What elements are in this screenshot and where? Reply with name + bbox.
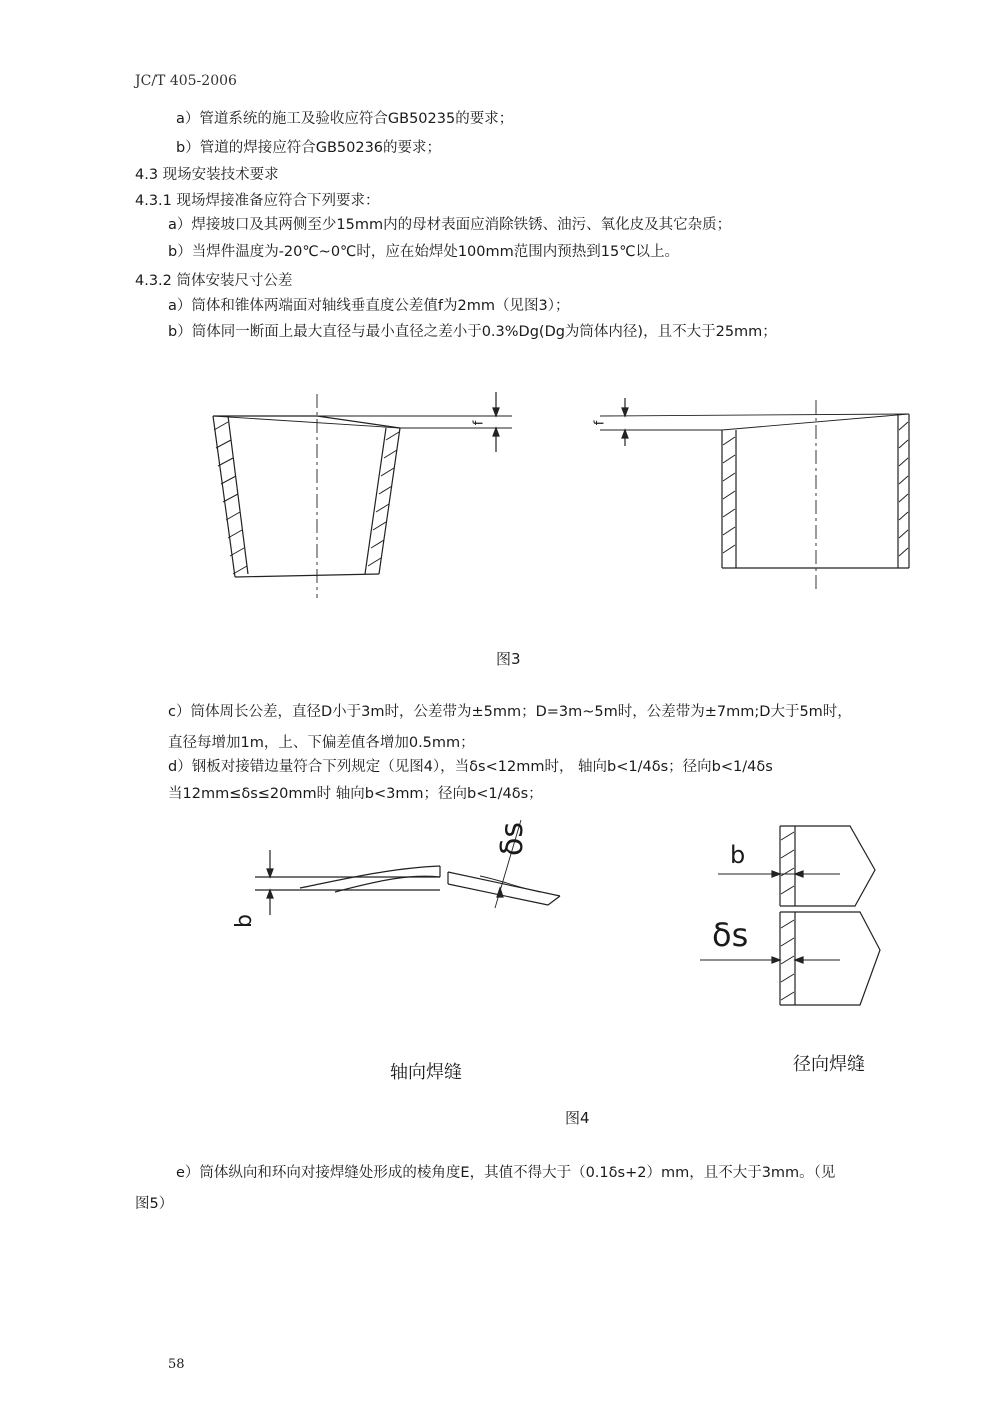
figure3-label-f-left: f (471, 420, 487, 426)
page-number: 58 (168, 1357, 185, 1372)
item-d-line2: 当12mm≤δs≤20mm时 轴向b<3mm；径向b<1/4δs； (168, 786, 543, 802)
figure4-axial-label-delta: δs (494, 822, 530, 856)
document-code: JC/T 405-2006 (135, 73, 237, 89)
figure4-radial-label-b: b (730, 841, 746, 869)
figure4-caption: 图4 (565, 1109, 590, 1127)
item-b-pipe: b）管道的焊接应符合GB50236的要求； (176, 140, 442, 156)
item-b-tolerance: b）筒体同一断面上最大直径与最小直径之差小于0.3%Dg(Dg为筒体内径)，且不大于25mm； (168, 324, 777, 340)
section-4-3-2-heading: 4.3.2 筒体安装尺寸公差 (135, 273, 293, 289)
figure3-caption: 图3 (496, 650, 521, 668)
section-4-3-heading: 4.3 现场安装技术要求 (135, 167, 279, 183)
figure3-cylinder (600, 398, 909, 590)
figure3-label-f-right: f (592, 420, 608, 426)
figure4-axial-weld-caption: 轴向焊缝 (390, 1062, 462, 1083)
figure4-axial-label-b: b (231, 914, 257, 928)
item-d-line1: d）钢板对接错边量符合下列规定（见图4），当δs<12mm时， 轴向b<1/4δs；径向b<1/4δs (168, 759, 773, 775)
item-a-tolerance: a）筒体和锥体两端面对轴线垂直度公差值f为2mm（见图3）； (168, 298, 570, 314)
item-b-prep: b）当焊件温度为-20℃~0℃时，应在始焊处100mm范围内预热到15℃以上。 (168, 244, 679, 260)
item-e-line1: e）筒体纵向和环向对接焊缝处形成的棱角度E，其值不得大于（0.1δs+2）mm，且不大于3mm。（见 (176, 1165, 836, 1181)
figure4-radial-weld-caption: 径向焊缝 (793, 1054, 865, 1075)
item-a-prep: a）焊接坡口及其两侧至少15mm内的母材表面应消除铁锈、油污、氧化皮及其它杂质； (168, 217, 732, 233)
item-a-pipe: a）管道系统的施工及验收应符合GB50235的要求； (176, 111, 514, 127)
item-e-line2: 图5） (135, 1196, 174, 1212)
figure3-cone (213, 392, 512, 598)
figure4-radial-label-delta: δs (712, 916, 749, 954)
section-4-3-1-heading: 4.3.1 现场焊接准备应符合下列要求： (135, 193, 380, 209)
item-c-line2: 直径每增加1m，上、下偏差值各增加0.5mm； (168, 735, 475, 751)
item-c-line1: c）筒体周长公差，直径D小于3m时，公差带为±5mm；D=3m~5m时，公差带为±7mm;D大于5m时， (168, 704, 852, 720)
